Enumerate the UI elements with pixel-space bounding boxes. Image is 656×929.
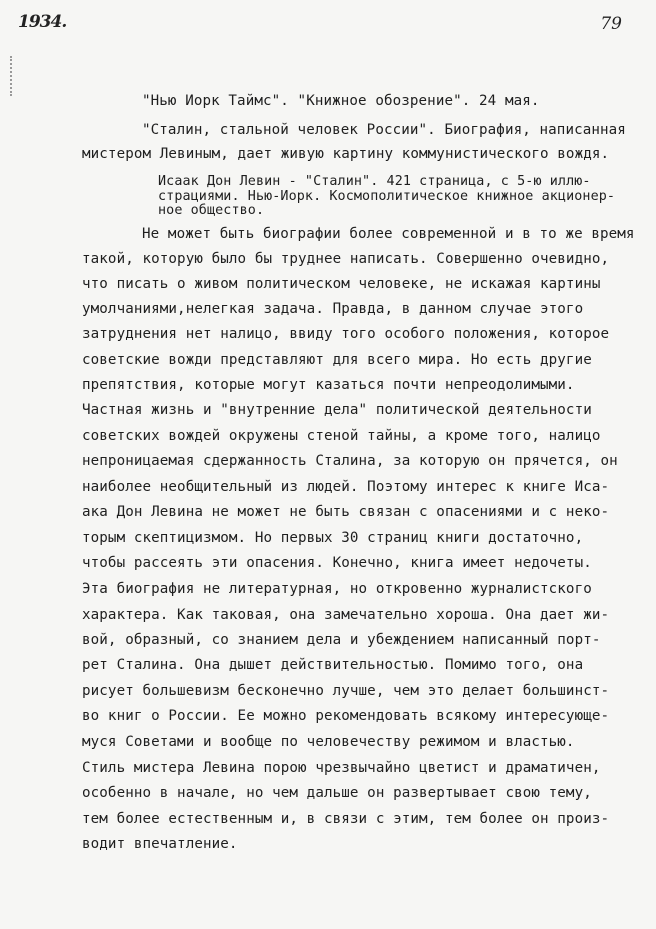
body-line: Частная жизнь и "внутренние дела" политической деятельности: [82, 402, 592, 418]
body-line: затруднения нет налицо, ввиду того особого положения, которое: [82, 326, 610, 342]
body-line: во книг о России. Ее можно рекомендовать всякому интересующе-: [82, 708, 610, 724]
body-line: вой, образный, со знанием дела и убеждением написанный порт-: [82, 632, 601, 648]
body-line: чтобы рассеять эти опасения. Конечно, книга имеет недочеты.: [82, 555, 592, 571]
body-line: советские вожди представляют для всего мира. Но есть другие: [82, 352, 592, 368]
body-line: что писать о живом политическом человеке, не искажая картины: [82, 276, 601, 292]
citation-line-2: страциями. Нью-Иорк. Космополитическое книжное акционер-: [158, 189, 616, 204]
body-line: препятствия, которые могут казаться почти непреодолимыми.: [82, 377, 575, 393]
body-line: Стиль мистера Левина порою чрезвычайно цветист и драматичен,: [82, 760, 601, 776]
citation-line-3: ное общество.: [158, 203, 265, 218]
headline-line-1: "Сталин, стальной человек России". Биография, написанная: [142, 122, 626, 138]
body-line: такой, которую было бы труднее написать. Совершенно очевидно,: [82, 251, 610, 267]
body-line: Эта биография не литературная, но откровенно журналистского: [82, 581, 592, 597]
source-line: "Нью Иорк Таймс". "Книжное обозрение". 24 мая.: [142, 93, 540, 109]
body-line: водит впечатление.: [82, 836, 238, 852]
margin-marks: [10, 56, 16, 96]
body-line: Не может быть биографии более современной и в то же время: [142, 226, 635, 242]
body-line: рисует большевизм бесконечно лучше, чем это делает большинст-: [82, 683, 610, 699]
handwritten-page-number: 79: [600, 14, 622, 34]
body-line: умолчаниями,нелегкая задача. Правда, в данном случае этого: [82, 301, 584, 317]
body-line: непроницаемая сдержанность Сталина, за которую он прячется, он: [82, 453, 618, 469]
citation-line-1: Исаак Дон Левин - "Сталин". 421 страница, с 5-ю иллю-: [158, 174, 591, 189]
body-line: особенно в начале, но чем дальше он развертывает свою тему,: [82, 785, 592, 801]
handwritten-year: 1934.: [18, 12, 67, 32]
body-line: ака Дон Левина не может не быть связан с опасениями и с неко-: [82, 504, 610, 520]
body-line: торым скептицизмом. Но первых 30 страниц книги достаточно,: [82, 530, 584, 546]
body-line: рет Сталина. Она дышет действительностью. Помимо того, она: [82, 657, 584, 673]
body-line: тем более естественным и, в связи с этим, тем более он произ-: [82, 811, 610, 827]
body-line: характера. Как таковая, она замечательно хороша. Она дает жи-: [82, 607, 610, 623]
body-line: наиболее необщительный из людей. Поэтому интерес к книге Иса-: [82, 479, 610, 495]
headline-line-2: мистером Левиным, дает живую картину коммунистического вождя.: [82, 146, 610, 162]
body-line: муся Советами и вообще по человечеству режимом и властью.: [82, 734, 575, 750]
body-line: советских вождей окружены стеной тайны, а кроме того, налицо: [82, 428, 601, 444]
